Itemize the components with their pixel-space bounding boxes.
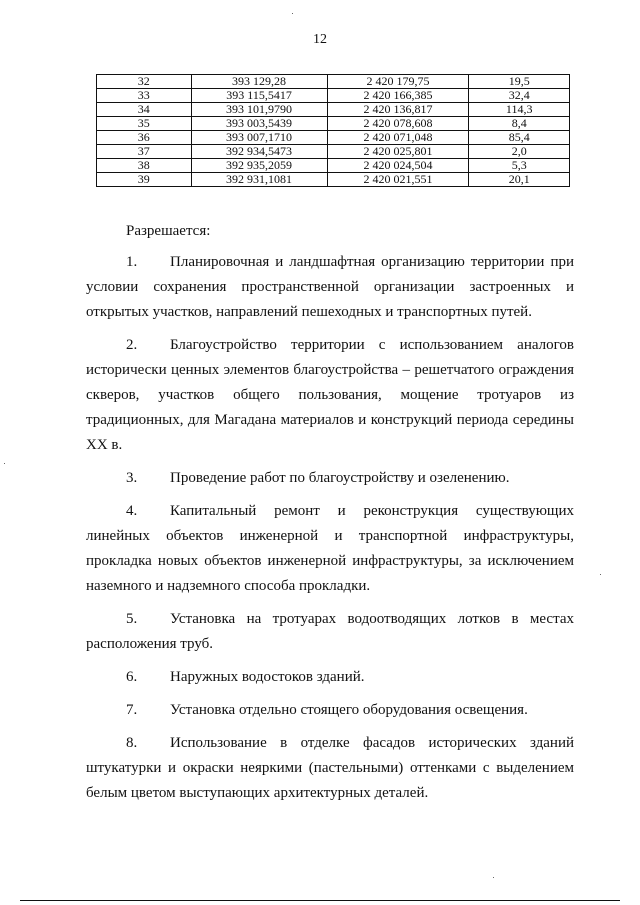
y-coordinate-cell: 2 420 078,608 bbox=[327, 117, 469, 131]
length-cell: 8,4 bbox=[469, 117, 570, 131]
y-coordinate-cell: 2 420 021,551 bbox=[327, 173, 469, 187]
list-item-number: 3. bbox=[126, 470, 138, 486]
length-cell: 20,1 bbox=[469, 173, 570, 187]
point-number-cell: 34 bbox=[97, 103, 192, 117]
table-row bbox=[97, 145, 570, 159]
y-coordinate-cell: 2 420 024,504 bbox=[327, 159, 469, 173]
point-number-cell: 39 bbox=[97, 173, 192, 187]
list-item-number: 7. bbox=[126, 702, 138, 718]
list-item-text: Капитальный ремонт и реконструкция существующих линейных объектов инженерной и транспортной инфраструктуры, прокладка новых объектов инженерной инфраструктуры, за исключением наземного и надземного способа прокладки. bbox=[86, 503, 574, 594]
list-item bbox=[86, 333, 574, 458]
scan-speck bbox=[4, 463, 5, 464]
y-coordinate-cell: 2 420 025,801 bbox=[327, 145, 469, 159]
list-item-text: Установка отдельно стоящего оборудования освещения. bbox=[170, 702, 528, 718]
y-coordinate-cell: 2 420 071,048 bbox=[327, 131, 469, 145]
length-cell: 2,0 bbox=[469, 145, 570, 159]
list-item bbox=[86, 466, 574, 491]
length-cell: 32,4 bbox=[469, 89, 570, 103]
x-coordinate-cell: 392 934,5473 bbox=[191, 145, 327, 159]
bottom-divider bbox=[20, 900, 620, 901]
x-coordinate-cell: 393 129,28 bbox=[191, 75, 327, 89]
list-item-number: 8. bbox=[126, 735, 138, 751]
scan-speck bbox=[493, 877, 494, 878]
point-number-cell: 35 bbox=[97, 117, 192, 131]
scan-speck bbox=[600, 574, 601, 575]
list-item bbox=[86, 665, 574, 690]
table-row bbox=[97, 89, 570, 103]
scan-speck bbox=[292, 13, 293, 14]
x-coordinate-cell: 392 931,1081 bbox=[191, 173, 327, 187]
y-coordinate-cell: 2 420 166,385 bbox=[327, 89, 469, 103]
list-item-text: Планировочная и ландшафтная организацию территории при условии сохранения пространственной организации застроенных и открытых участков, направлений пешеходных и транспортных путей. bbox=[86, 254, 574, 320]
point-number-cell: 37 bbox=[97, 145, 192, 159]
x-coordinate-cell: 393 101,9790 bbox=[191, 103, 327, 117]
list-item-number: 6. bbox=[126, 669, 138, 685]
length-cell: 85,4 bbox=[469, 131, 570, 145]
list-item bbox=[86, 731, 574, 806]
list-item-text: Благоустройство территории с использованием аналогов исторически ценных элементов благоустройства – решетчатого ограждения скверов, участков общего пользования, мощение тротуаров из традиционных, для Магадана материалов и конструкций периода середины XX в. bbox=[86, 337, 574, 453]
list-item-text: Использование в отделке фасадов исторических зданий штукатурки и окраски неяркими (пастельными) оттенками с выделением белым цветом выступающих архитектурных деталей. bbox=[86, 735, 574, 801]
list-item-number: 5. bbox=[126, 611, 138, 627]
x-coordinate-cell: 393 115,5417 bbox=[191, 89, 327, 103]
table-row bbox=[97, 131, 570, 145]
list-item-text: Установка на тротуарах водоотводящих лотков в местах расположения труб. bbox=[86, 611, 574, 652]
point-number-cell: 33 bbox=[97, 89, 192, 103]
point-number-cell: 32 bbox=[97, 75, 192, 89]
list-item-number: 4. bbox=[126, 503, 138, 519]
coordinates-table bbox=[96, 74, 570, 187]
length-cell: 114,3 bbox=[469, 103, 570, 117]
table-row bbox=[97, 173, 570, 187]
x-coordinate-cell: 392 935,2059 bbox=[191, 159, 327, 173]
list-item-text: Наружных водостоков зданий. bbox=[170, 669, 365, 685]
list-item-number: 2. bbox=[126, 337, 138, 353]
y-coordinate-cell: 2 420 179,75 bbox=[327, 75, 469, 89]
allowed-items-list bbox=[86, 250, 574, 806]
list-item-text: Проведение работ по благоустройству и озеленению. bbox=[170, 470, 510, 486]
table-row bbox=[97, 103, 570, 117]
x-coordinate-cell: 393 003,5439 bbox=[191, 117, 327, 131]
allowed-heading: Разрешается: bbox=[126, 223, 211, 239]
page-number: 12 bbox=[313, 32, 327, 47]
length-cell: 19,5 bbox=[469, 75, 570, 89]
list-item-number: 1. bbox=[126, 254, 138, 270]
list-item bbox=[86, 698, 574, 723]
list-item bbox=[86, 499, 574, 599]
coordinates-table-body bbox=[97, 75, 570, 187]
list-item bbox=[86, 607, 574, 657]
y-coordinate-cell: 2 420 136,817 bbox=[327, 103, 469, 117]
point-number-cell: 36 bbox=[97, 131, 192, 145]
length-cell: 5,3 bbox=[469, 159, 570, 173]
point-number-cell: 38 bbox=[97, 159, 192, 173]
list-item bbox=[86, 250, 574, 325]
table-row bbox=[97, 159, 570, 173]
x-coordinate-cell: 393 007,1710 bbox=[191, 131, 327, 145]
table-row bbox=[97, 75, 570, 89]
table-row bbox=[97, 117, 570, 131]
main-text bbox=[86, 219, 574, 814]
